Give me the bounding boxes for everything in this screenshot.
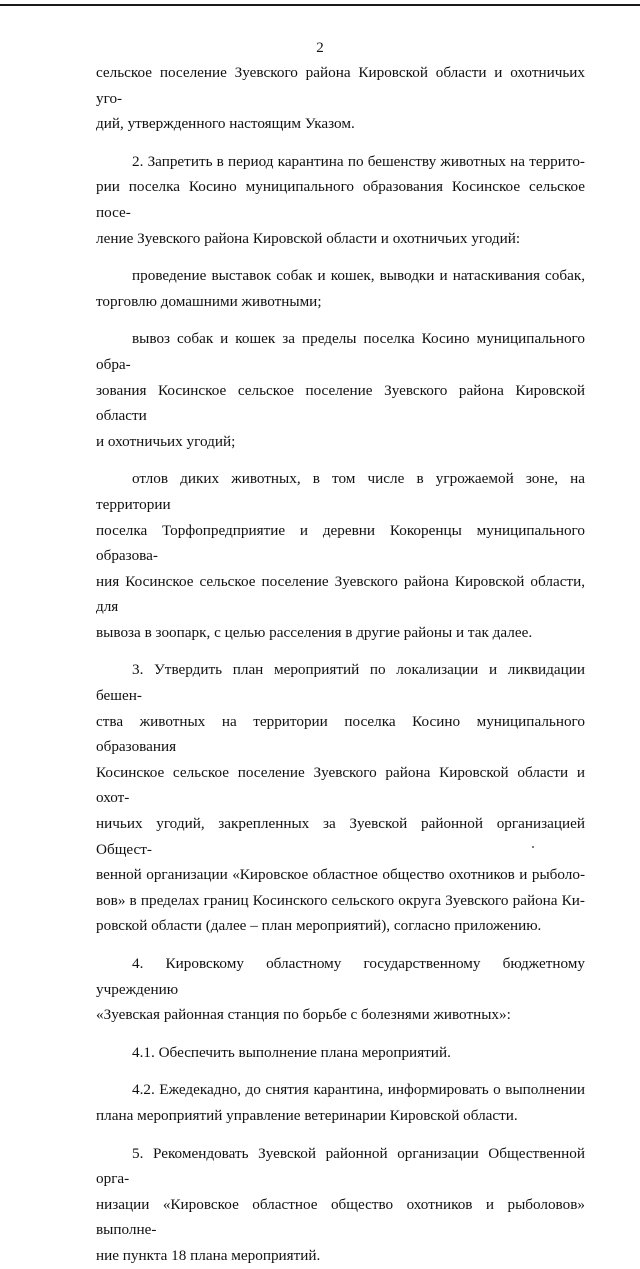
text-line: ничьих угодий, закрепленных за Зуевской районной организацией Общест-	[96, 815, 585, 858]
text-line: отлов диких животных, в том числе в угрожаемой зоне, на территории	[96, 470, 585, 513]
text-line: зования Косинское сельское поселение Зуевского района Кировской области	[96, 381, 585, 425]
text-line: проведение выставок собак и кошек, выводки и натаскивания собак,	[132, 267, 585, 285]
paragraph-gap	[96, 1065, 585, 1077]
text-line: Косинское сельское поселение Зуевского района Кировской области и охот-	[96, 763, 585, 807]
text-line: ление Зуевского района Кировской области и охотничьих угодий:	[96, 229, 521, 247]
text-line: 4.2. Ежедекадно, до снятия карантина, информировать о выполнении	[132, 1081, 585, 1099]
text-line: ства животных на территории поселка Косино муниципального образования	[96, 712, 585, 756]
paragraph-gap	[96, 314, 585, 326]
document-body	[96, 60, 585, 1269]
paragraph-gap	[96, 939, 585, 951]
text-line: 5. Рекомендовать Зуевской районной организации Общественной орга-	[96, 1144, 585, 1188]
text-line: 3. Утвердить план мероприятий по локализации и ликвидации бешен-	[96, 661, 585, 705]
text-line: дий, утвержденного настоящим Указом.	[96, 115, 355, 133]
text-line: ровской области (далее – план мероприятий), согласно приложению.	[96, 917, 542, 935]
page-number: 2	[316, 40, 324, 56]
text-line: ние пункта 18 плана мероприятий.	[96, 1246, 321, 1264]
scan-speck	[532, 846, 534, 848]
top-border-line	[0, 4, 640, 6]
text-line: низации «Кировское областное общество охотников и рыболовов» выполне-	[96, 1195, 585, 1239]
paragraph-gap	[96, 251, 585, 263]
text-line: торговлю домашними животными;	[96, 292, 322, 310]
text-line: ния Косинское сельское поселение Зуевского района Кировской области, для	[96, 572, 585, 616]
paragraph-gap	[96, 454, 585, 466]
paragraph-gap	[96, 137, 585, 149]
text-line: плана мероприятий управление ветеринарии Кировской области.	[96, 1106, 518, 1124]
text-line: 4. Кировскому областному государственному бюджетному учреждению	[96, 955, 585, 998]
text-line: 4.1. Обеспечить выполнение плана мероприятий.	[132, 1043, 451, 1061]
text-line: венной организации «Кировское областное общество охотников и рыболо-	[96, 866, 585, 884]
text-line: поселка Торфопредприятие и деревни Кокоренцы муниципального образова-	[96, 521, 585, 565]
text-line: рии поселка Косино муниципального образования Косинское сельское посе-	[96, 178, 585, 221]
text-line: сельское поселение Зуевского района Кировской области и охотничьих уго-	[96, 64, 585, 107]
text-line: вывоза в зоопарк, с целью расселения в другие районы и так далее.	[96, 623, 533, 641]
paragraph-gap	[96, 1028, 585, 1040]
paragraph-gap	[96, 645, 585, 657]
text-line: «Зуевская районная станция по борьбе с болезнями животных»:	[96, 1006, 511, 1024]
text-line: вывоз собак и кошек за пределы поселка Косино муниципального обра-	[96, 330, 585, 373]
text-line: 2. Запретить в период карантина по бешенству животных на террито-	[132, 152, 585, 170]
text-line: вов» в пределах границ Косинского сельского округа Зуевского района Ки-	[96, 891, 585, 909]
text-line: и охотничьих угодий;	[96, 432, 236, 450]
paragraph-gap	[96, 1129, 585, 1141]
